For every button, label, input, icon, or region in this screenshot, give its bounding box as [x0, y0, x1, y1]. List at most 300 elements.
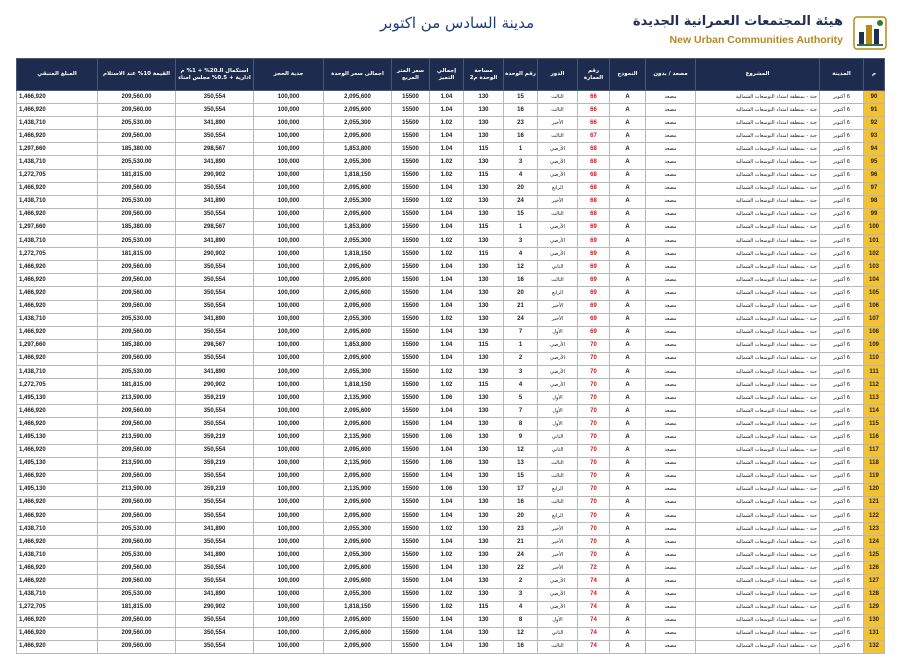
table-cell: 100,000: [254, 601, 324, 614]
table-cell: 6 أكتوبر: [820, 248, 864, 261]
table-cell: A: [610, 287, 646, 300]
table-cell: جنة - بمنطقة امتداد التوسعات الشمالية: [696, 614, 820, 627]
table-cell: 6 أكتوبر: [820, 117, 864, 130]
table-cell: 15500: [392, 483, 430, 496]
table-cell: 100,000: [254, 182, 324, 195]
table-cell: 98: [864, 195, 885, 208]
table-cell: 15500: [392, 169, 430, 182]
table-cell: 1.02: [430, 379, 464, 392]
table-cell: 123: [864, 523, 885, 536]
table-cell: جنة - بمنطقة امتداد التوسعات الشمالية: [696, 352, 820, 365]
table-cell: 100: [864, 221, 885, 234]
table-cell: الأرضي: [538, 379, 578, 392]
table-cell: جنة - بمنطقة امتداد التوسعات الشمالية: [696, 91, 820, 104]
table-cell: 1,466,920: [17, 261, 98, 274]
table-cell: 15500: [392, 444, 430, 457]
table-cell: جنة - بمنطقة امتداد التوسعات الشمالية: [696, 536, 820, 549]
table-cell: 6 أكتوبر: [820, 470, 864, 483]
table-cell: جنة - بمنطقة امتداد التوسعات الشمالية: [696, 300, 820, 313]
table-cell: 2,095,600: [324, 470, 392, 483]
table-cell: 1,466,920: [17, 496, 98, 509]
table-cell: 1,466,920: [17, 405, 98, 418]
table-cell: 2,095,600: [324, 287, 392, 300]
table-cell: مصعد: [646, 640, 696, 653]
table-cell: جنة - بمنطقة امتداد التوسعات الشمالية: [696, 418, 820, 431]
table-cell: 2,095,600: [324, 130, 392, 143]
table-cell: 2,095,600: [324, 182, 392, 195]
table-cell: 1,466,920: [17, 208, 98, 221]
table-cell: 15: [504, 91, 538, 104]
table-cell: 6 أكتوبر: [820, 169, 864, 182]
table-cell: 15500: [392, 117, 430, 130]
table-cell: 70: [578, 483, 610, 496]
table-cell: 15500: [392, 523, 430, 536]
table-cell: 15500: [392, 287, 430, 300]
table-cell: 2,055,300: [324, 588, 392, 601]
table-cell: 15500: [392, 221, 430, 234]
table-cell: 20: [504, 287, 538, 300]
column-header: الدور: [538, 59, 578, 91]
table-cell: 100,000: [254, 496, 324, 509]
city-title: مدينة السادس من اكتوبر: [380, 14, 535, 32]
table-cell: 2,135,900: [324, 457, 392, 470]
table-cell: 100,000: [254, 313, 324, 326]
table-cell: A: [610, 562, 646, 575]
table-cell: A: [610, 352, 646, 365]
table-cell: 2,055,300: [324, 313, 392, 326]
table-cell: مصعد: [646, 379, 696, 392]
table-cell: 100,000: [254, 575, 324, 588]
table-cell: 96: [864, 169, 885, 182]
table-cell: 1.02: [430, 588, 464, 601]
table-cell: 350,554: [176, 418, 254, 431]
table-cell: 2,055,300: [324, 117, 392, 130]
table-cell: 1,466,920: [17, 326, 98, 339]
table-cell: 70: [578, 549, 610, 562]
table-cell: الأخير: [538, 195, 578, 208]
table-cell: 12: [504, 444, 538, 457]
table-cell: جنة - بمنطقة امتداد التوسعات الشمالية: [696, 182, 820, 195]
table-cell: 115: [464, 221, 504, 234]
table-cell: 119: [864, 470, 885, 483]
table-cell: 15500: [392, 156, 430, 169]
table-cell: الأرضي: [538, 169, 578, 182]
table-row: [17, 392, 885, 405]
table-cell: 1.02: [430, 248, 464, 261]
table-cell: A: [610, 640, 646, 653]
table-cell: 205,530.00: [98, 588, 176, 601]
table-cell: الأول: [538, 614, 578, 627]
org-name-en: New Urban Communities Authority: [669, 34, 843, 46]
table-cell: 2,055,300: [324, 235, 392, 248]
table-cell: 95: [864, 156, 885, 169]
table-cell: 15500: [392, 588, 430, 601]
table-cell: 100,000: [254, 326, 324, 339]
table-cell: 6 أكتوبر: [820, 352, 864, 365]
table-cell: 6 أكتوبر: [820, 640, 864, 653]
table-cell: 23: [504, 523, 538, 536]
table-cell: 181,815.00: [98, 601, 176, 614]
table-cell: 127: [864, 575, 885, 588]
table-cell: 1,466,920: [17, 470, 98, 483]
table-cell: 16: [504, 130, 538, 143]
table-cell: 100,000: [254, 549, 324, 562]
units-table-container: [16, 58, 884, 654]
table-cell: 6 أكتوبر: [820, 549, 864, 562]
table-cell: 359,219: [176, 392, 254, 405]
table-cell: 209,560.00: [98, 536, 176, 549]
table-cell: 132: [864, 640, 885, 653]
table-cell: 130: [464, 627, 504, 640]
table-cell: جنة - بمنطقة امتداد التوسعات الشمالية: [696, 379, 820, 392]
table-cell: مصعد: [646, 287, 696, 300]
table-cell: 209,560.00: [98, 261, 176, 274]
table-cell: 2,095,600: [324, 640, 392, 653]
table-cell: 8: [504, 418, 538, 431]
table-cell: مصعد: [646, 614, 696, 627]
table-cell: 105: [864, 287, 885, 300]
table-cell: 1.04: [430, 444, 464, 457]
table-cell: 6 أكتوبر: [820, 392, 864, 405]
table-cell: 20: [504, 182, 538, 195]
table-cell: 91: [864, 104, 885, 117]
table-cell: 2,095,600: [324, 352, 392, 365]
table-cell: 298,567: [176, 143, 254, 156]
table-cell: 1,272,705: [17, 169, 98, 182]
table-cell: 350,554: [176, 274, 254, 287]
table-cell: 6 أكتوبر: [820, 104, 864, 117]
table-cell: جنة - بمنطقة امتداد التوسعات الشمالية: [696, 208, 820, 221]
table-cell: 130: [464, 444, 504, 457]
table-cell: مصعد: [646, 431, 696, 444]
table-cell: 117: [864, 444, 885, 457]
table-cell: جنة - بمنطقة امتداد التوسعات الشمالية: [696, 405, 820, 418]
table-cell: 1.04: [430, 208, 464, 221]
table-cell: A: [610, 274, 646, 287]
table-cell: الرابع: [538, 510, 578, 523]
table-cell: مصعد: [646, 601, 696, 614]
table-cell: جنة - بمنطقة امتداد التوسعات الشمالية: [696, 392, 820, 405]
table-cell: 2,135,900: [324, 392, 392, 405]
table-cell: جنة - بمنطقة امتداد التوسعات الشمالية: [696, 117, 820, 130]
table-cell: 100,000: [254, 614, 324, 627]
table-cell: 1.02: [430, 117, 464, 130]
table-cell: 2,095,600: [324, 444, 392, 457]
table-cell: 15500: [392, 549, 430, 562]
table-cell: الثالث: [538, 470, 578, 483]
table-cell: 100,000: [254, 104, 324, 117]
table-cell: 209,560.00: [98, 182, 176, 195]
table-cell: 100,000: [254, 143, 324, 156]
table-cell: A: [610, 248, 646, 261]
table-cell: 70: [578, 444, 610, 457]
table-cell: 1.04: [430, 339, 464, 352]
table-cell: A: [610, 235, 646, 248]
table-cell: 100,000: [254, 431, 324, 444]
table-cell: مصعد: [646, 523, 696, 536]
table-cell: 6 أكتوبر: [820, 562, 864, 575]
table-cell: جنة - بمنطقة امتداد التوسعات الشمالية: [696, 640, 820, 653]
table-cell: 341,890: [176, 235, 254, 248]
table-cell: 130: [464, 313, 504, 326]
table-cell: 350,554: [176, 575, 254, 588]
table-cell: 1.04: [430, 470, 464, 483]
table-cell: الثاني: [538, 261, 578, 274]
table-cell: مصعد: [646, 300, 696, 313]
table-cell: الثالث: [538, 496, 578, 509]
table-cell: 130: [464, 483, 504, 496]
table-cell: 113: [864, 392, 885, 405]
table-cell: الأخير: [538, 536, 578, 549]
table-cell: 99: [864, 208, 885, 221]
table-cell: 15500: [392, 601, 430, 614]
table-cell: 2,135,900: [324, 483, 392, 496]
table-cell: 130: [464, 130, 504, 143]
table-cell: 1.04: [430, 104, 464, 117]
table-cell: 15500: [392, 143, 430, 156]
table-cell: 1,466,920: [17, 627, 98, 640]
table-cell: 1.04: [430, 326, 464, 339]
table-row: [17, 444, 885, 457]
table-cell: 2,095,600: [324, 300, 392, 313]
table-cell: 15500: [392, 510, 430, 523]
table-cell: 69: [578, 248, 610, 261]
table-cell: 6 أكتوبر: [820, 339, 864, 352]
table-cell: 1.02: [430, 195, 464, 208]
table-cell: جنة - بمنطقة امتداد التوسعات الشمالية: [696, 444, 820, 457]
table-cell: 70: [578, 431, 610, 444]
table-cell: الثالث: [538, 457, 578, 470]
table-cell: جنة - بمنطقة امتداد التوسعات الشمالية: [696, 457, 820, 470]
table-cell: A: [610, 549, 646, 562]
table-cell: الرابع: [538, 287, 578, 300]
table-cell: 298,567: [176, 221, 254, 234]
table-cell: مصعد: [646, 536, 696, 549]
table-cell: 15500: [392, 182, 430, 195]
table-row: [17, 405, 885, 418]
table-cell: 70: [578, 405, 610, 418]
table-cell: 12: [504, 627, 538, 640]
table-cell: مصعد: [646, 235, 696, 248]
table-cell: 100,000: [254, 208, 324, 221]
table-row: [17, 326, 885, 339]
table-cell: 209,560.00: [98, 274, 176, 287]
table-row: [17, 104, 885, 117]
table-row: [17, 169, 885, 182]
column-header: النموذج: [610, 59, 646, 91]
table-cell: 2: [504, 575, 538, 588]
table-cell: A: [610, 627, 646, 640]
table-cell: 100,000: [254, 195, 324, 208]
table-cell: 209,560.00: [98, 575, 176, 588]
table-cell: جنة - بمنطقة امتداد التوسعات الشمالية: [696, 274, 820, 287]
table-cell: 15500: [392, 496, 430, 509]
table-cell: 74: [578, 614, 610, 627]
table-cell: A: [610, 614, 646, 627]
table-cell: 1,466,920: [17, 614, 98, 627]
table-cell: 6 أكتوبر: [820, 575, 864, 588]
table-cell: 100,000: [254, 562, 324, 575]
table-cell: 359,219: [176, 457, 254, 470]
table-cell: 2,095,600: [324, 261, 392, 274]
table-row: [17, 261, 885, 274]
table-cell: 68: [578, 182, 610, 195]
table-cell: مصعد: [646, 549, 696, 562]
table-cell: 101: [864, 235, 885, 248]
table-cell: جنة - بمنطقة امتداد التوسعات الشمالية: [696, 313, 820, 326]
table-cell: 209,560.00: [98, 627, 176, 640]
table-cell: مصعد: [646, 352, 696, 365]
table-cell: 6 أكتوبر: [820, 405, 864, 418]
table-cell: 6 أكتوبر: [820, 143, 864, 156]
table-cell: 1,818,150: [324, 601, 392, 614]
table-cell: 350,554: [176, 627, 254, 640]
table-cell: 15500: [392, 313, 430, 326]
table-cell: 69: [578, 221, 610, 234]
table-cell: 1.02: [430, 365, 464, 378]
table-cell: جنة - بمنطقة امتداد التوسعات الشمالية: [696, 326, 820, 339]
table-cell: 15500: [392, 627, 430, 640]
table-cell: 1.02: [430, 235, 464, 248]
table-row: [17, 562, 885, 575]
table-row: [17, 365, 885, 378]
table-cell: 209,560.00: [98, 287, 176, 300]
table-row: [17, 235, 885, 248]
table-cell: 3: [504, 588, 538, 601]
table-cell: A: [610, 130, 646, 143]
table-cell: 1,495,130: [17, 457, 98, 470]
table-cell: 1.04: [430, 91, 464, 104]
table-cell: 6 أكتوبر: [820, 156, 864, 169]
table-row: [17, 549, 885, 562]
table-cell: 4: [504, 248, 538, 261]
table-cell: 2,095,600: [324, 91, 392, 104]
table-cell: 6 أكتوبر: [820, 235, 864, 248]
table-cell: 130: [464, 510, 504, 523]
table-cell: 107: [864, 313, 885, 326]
table-cell: 130: [464, 274, 504, 287]
table-cell: 100,000: [254, 274, 324, 287]
table-cell: 67: [578, 130, 610, 143]
table-cell: مصعد: [646, 104, 696, 117]
table-cell: 130: [464, 287, 504, 300]
table-cell: 209,560.00: [98, 418, 176, 431]
table-cell: 68: [578, 195, 610, 208]
table-cell: A: [610, 182, 646, 195]
table-cell: 15: [504, 208, 538, 221]
table-cell: 130: [464, 405, 504, 418]
table-cell: 341,890: [176, 195, 254, 208]
table-cell: 1,438,710: [17, 549, 98, 562]
table-cell: 6 أكتوبر: [820, 379, 864, 392]
table-cell: الأخير: [538, 562, 578, 575]
table-row: [17, 313, 885, 326]
table-cell: A: [610, 483, 646, 496]
table-cell: الأول: [538, 418, 578, 431]
table-cell: 130: [464, 640, 504, 653]
column-header: القيمة 10% عند الاستلام: [98, 59, 176, 91]
table-cell: 181,815.00: [98, 169, 176, 182]
table-cell: 131: [864, 627, 885, 640]
table-cell: 70: [578, 510, 610, 523]
table-cell: A: [610, 431, 646, 444]
table-cell: 15500: [392, 208, 430, 221]
table-cell: 21: [504, 300, 538, 313]
table-cell: جنة - بمنطقة امتداد التوسعات الشمالية: [696, 510, 820, 523]
table-cell: 66: [578, 104, 610, 117]
table-cell: 130: [464, 431, 504, 444]
table-cell: الأول: [538, 392, 578, 405]
table-cell: A: [610, 523, 646, 536]
table-cell: 350,554: [176, 91, 254, 104]
table-cell: 2: [504, 352, 538, 365]
table-cell: الأول: [538, 405, 578, 418]
table-cell: 1.06: [430, 483, 464, 496]
table-cell: 1.04: [430, 614, 464, 627]
table-cell: 213,590.00: [98, 483, 176, 496]
table-cell: 6 أكتوبر: [820, 510, 864, 523]
table-cell: 6 أكتوبر: [820, 431, 864, 444]
table-cell: 93: [864, 130, 885, 143]
table-cell: 104: [864, 274, 885, 287]
table-cell: مصعد: [646, 470, 696, 483]
table-cell: 100,000: [254, 287, 324, 300]
table-cell: A: [610, 470, 646, 483]
table-cell: 102: [864, 248, 885, 261]
table-cell: A: [610, 143, 646, 156]
table-cell: 66: [578, 91, 610, 104]
table-cell: 100,000: [254, 352, 324, 365]
table-cell: 3: [504, 235, 538, 248]
table-cell: 1.04: [430, 221, 464, 234]
table-cell: 209,560.00: [98, 510, 176, 523]
table-cell: 68: [578, 169, 610, 182]
table-cell: 1,466,920: [17, 352, 98, 365]
table-cell: 69: [578, 313, 610, 326]
table-cell: A: [610, 457, 646, 470]
table-cell: الأرضي: [538, 575, 578, 588]
table-cell: الأخير: [538, 313, 578, 326]
table-cell: 15500: [392, 379, 430, 392]
table-cell: A: [610, 156, 646, 169]
table-cell: 130: [464, 549, 504, 562]
column-header: رقم الوحدة: [504, 59, 538, 91]
table-cell: 1.04: [430, 627, 464, 640]
table-cell: 130: [864, 614, 885, 627]
table-cell: 115: [864, 418, 885, 431]
table-cell: A: [610, 496, 646, 509]
table-cell: 70: [578, 392, 610, 405]
table-row: [17, 523, 885, 536]
table-cell: مصعد: [646, 182, 696, 195]
table-cell: 2,095,600: [324, 405, 392, 418]
table-cell: 70: [578, 496, 610, 509]
column-header: مساحة الوحدة م2: [464, 59, 504, 91]
column-header: م: [864, 59, 885, 91]
table-cell: 298,567: [176, 339, 254, 352]
table-cell: 1.06: [430, 392, 464, 405]
table-cell: 69: [578, 235, 610, 248]
table-row: [17, 287, 885, 300]
table-cell: الأرضي: [538, 235, 578, 248]
table-cell: 100,000: [254, 392, 324, 405]
table-cell: 2,055,300: [324, 365, 392, 378]
table-cell: A: [610, 261, 646, 274]
table-cell: 100,000: [254, 510, 324, 523]
table-cell: مصعد: [646, 496, 696, 509]
table-cell: جنة - بمنطقة امتداد التوسعات الشمالية: [696, 156, 820, 169]
table-cell: 15500: [392, 365, 430, 378]
